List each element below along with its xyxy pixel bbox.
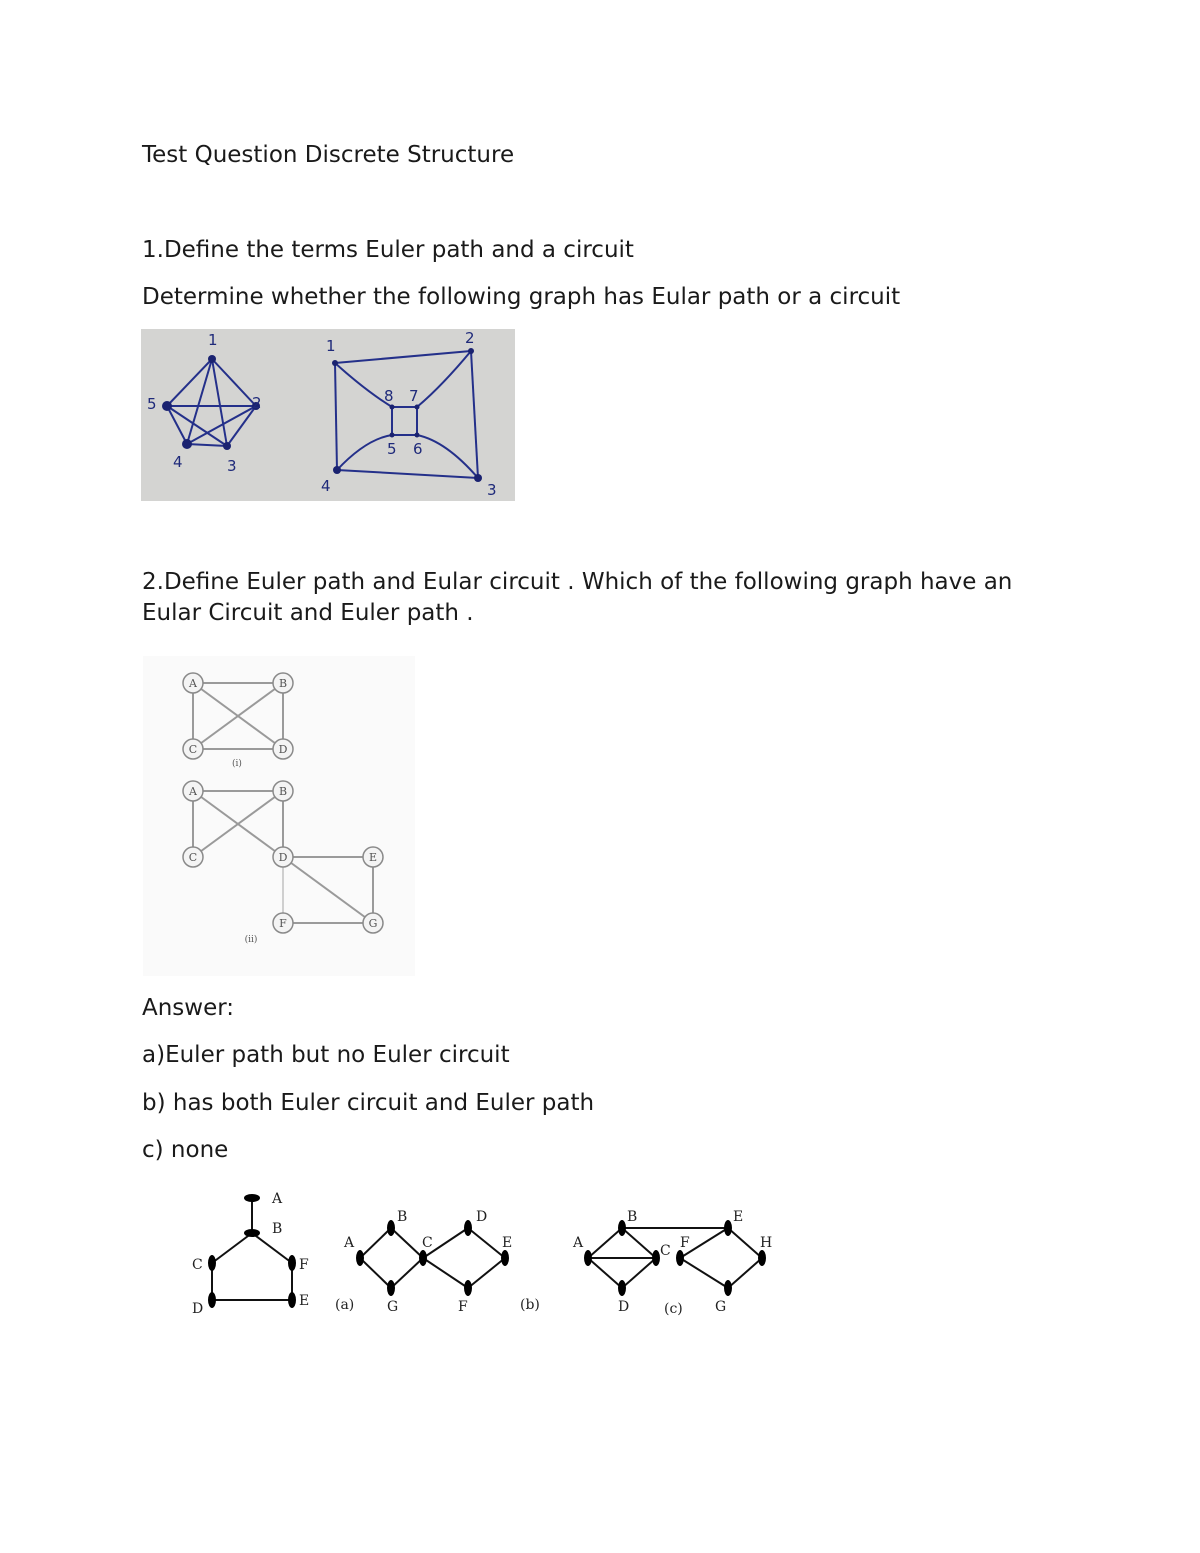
graph-a-caption: (a) bbox=[335, 1297, 355, 1313]
left-label-5: 5 bbox=[147, 395, 157, 413]
graph-a-label-d: D bbox=[192, 1301, 204, 1317]
graph-c-edges bbox=[588, 1228, 762, 1288]
handdrawn-graphs-svg bbox=[141, 329, 515, 501]
left-label-4: 4 bbox=[173, 453, 183, 471]
figure-handdrawn-graphs bbox=[141, 329, 515, 501]
figure-graphs-a-b-c bbox=[180, 1183, 790, 1323]
graphs-i-ii-svg bbox=[143, 656, 415, 976]
graph-b-label-e: E bbox=[502, 1235, 513, 1251]
graph-i-label-c: C bbox=[188, 743, 198, 756]
graph-c-label-c: C bbox=[660, 1243, 671, 1259]
answer-c: c) none bbox=[142, 1137, 229, 1163]
left-label-3: 3 bbox=[227, 457, 237, 475]
figure-graphs-i-ii bbox=[143, 656, 415, 976]
graph-c-caption: (c) bbox=[664, 1301, 683, 1317]
document-title: Test Question Discrete Structure bbox=[142, 142, 515, 168]
right-label-7: 7 bbox=[409, 387, 419, 405]
graph-c-label-g: G bbox=[715, 1299, 727, 1315]
right-label-8: 8 bbox=[384, 387, 394, 405]
graph-b-label-c: C bbox=[422, 1235, 433, 1251]
graph-a-label-a: A bbox=[272, 1191, 283, 1207]
graph-ii-caption: (ii) bbox=[244, 935, 258, 945]
right-label-2: 2 bbox=[465, 329, 475, 347]
graph-c-label-b: B bbox=[627, 1209, 638, 1225]
graph-a-label-b: B bbox=[272, 1221, 283, 1237]
graph-b-label-d: D bbox=[476, 1209, 488, 1225]
right-label-4: 4 bbox=[321, 477, 331, 495]
graph-c-label-f: F bbox=[680, 1235, 690, 1251]
graph-a-label-c: C bbox=[192, 1257, 203, 1273]
graph-ii-label-f: F bbox=[279, 917, 287, 930]
graph-ii-label-e: E bbox=[368, 851, 378, 864]
answer-a: a)Euler path but no Euler circuit bbox=[142, 1042, 510, 1068]
right-label-6: 6 bbox=[413, 440, 423, 458]
graph-c-label-d: D bbox=[618, 1299, 630, 1315]
graph-b-caption: (b) bbox=[520, 1297, 540, 1313]
graph-b-label-f: F bbox=[458, 1299, 468, 1315]
question-2-line-1: 2.Define Euler path and Eular circuit . Which of the following graph have an bbox=[142, 569, 1013, 595]
graph-c-label-a: A bbox=[573, 1235, 584, 1251]
graph-ii-label-b: B bbox=[278, 785, 288, 798]
graphs-a-b-c-svg bbox=[180, 1183, 790, 1323]
graph-i-caption: (i) bbox=[232, 759, 242, 769]
graph-b-label-b: B bbox=[397, 1209, 408, 1225]
answer-heading: Answer: bbox=[142, 995, 235, 1021]
graph-i-label-a: A bbox=[189, 677, 197, 690]
question-1-line-1: 1.Define the terms Euler path and a circuit bbox=[142, 237, 634, 263]
graph-b-label-g: G bbox=[387, 1299, 399, 1315]
graph-i-label-d: D bbox=[278, 743, 288, 756]
graph-a-label-e: E bbox=[299, 1293, 310, 1309]
graph-ii-label-a: A bbox=[189, 785, 197, 798]
graph-ii-label-c: C bbox=[188, 851, 198, 864]
left-label-1: 1 bbox=[208, 331, 218, 349]
question-2-line-2: Eular Circuit and Euler path . bbox=[142, 600, 474, 626]
graph-a-edges bbox=[212, 1198, 292, 1300]
right-label-1: 1 bbox=[326, 337, 336, 355]
right-label-3: 3 bbox=[487, 481, 497, 499]
right-label-5: 5 bbox=[387, 440, 397, 458]
graph-c-label-h: H bbox=[760, 1235, 773, 1251]
answer-b: b) has both Euler circuit and Euler path bbox=[142, 1090, 595, 1116]
question-1-line-2: Determine whether the following graph has Eular path or a circuit bbox=[142, 284, 901, 310]
graph-ii-label-d: D bbox=[278, 851, 288, 864]
graph-c-label-e: E bbox=[733, 1209, 744, 1225]
graph-ii-label-g: G bbox=[368, 917, 378, 930]
left-label-2: 2 bbox=[252, 394, 262, 412]
graph-b-label-a: A bbox=[344, 1235, 355, 1251]
graph-a-label-f: F bbox=[299, 1257, 309, 1273]
graph-i-label-b: B bbox=[278, 677, 288, 690]
graph-b-vertices bbox=[356, 1220, 509, 1296]
